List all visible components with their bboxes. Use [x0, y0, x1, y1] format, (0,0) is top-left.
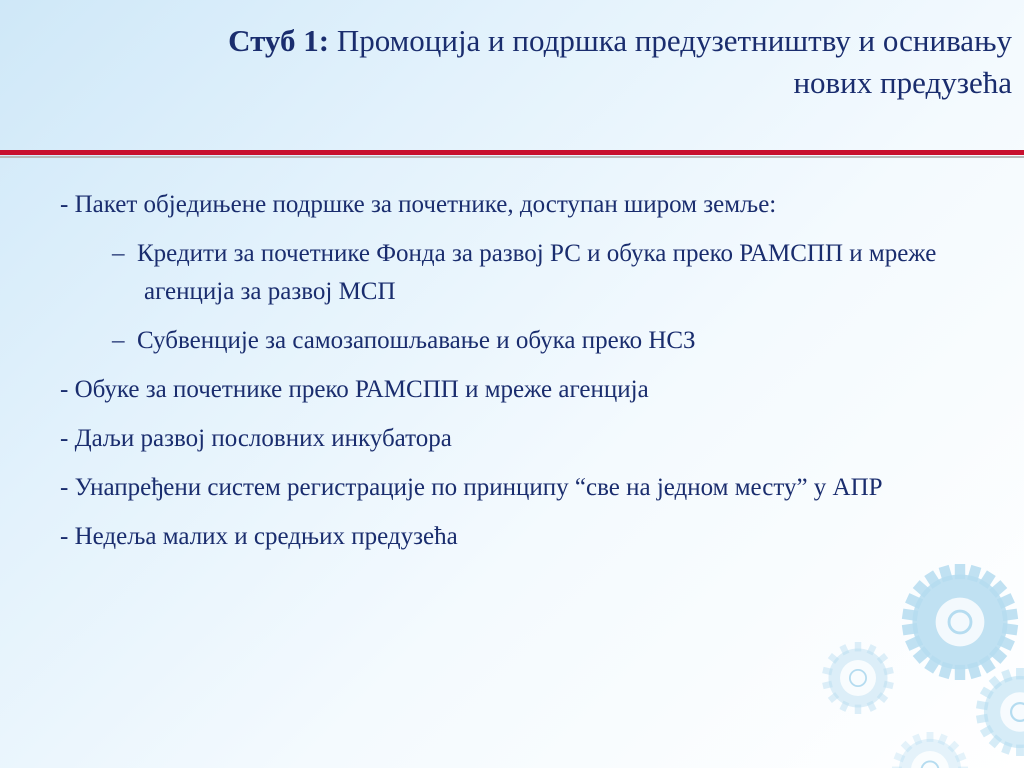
gear-tooth	[980, 725, 994, 738]
bullet-text: Унапређени систем регистрације по принципу “све на једном месту” у АПР	[74, 474, 883, 501]
gear-ring	[1011, 703, 1024, 721]
gear-hole	[936, 598, 985, 647]
gear-tooth	[883, 681, 894, 689]
gear-tooth	[905, 593, 923, 609]
bullet-marker: -	[60, 523, 69, 550]
gear-tooth	[976, 700, 989, 710]
gear-tooth	[901, 741, 913, 753]
gear-tooth	[980, 687, 994, 700]
gear-tooth	[967, 565, 981, 582]
gear-tooth	[955, 665, 965, 680]
gear-tooth	[1001, 669, 1012, 682]
bullet-marker: -	[60, 425, 69, 452]
gear-tooth	[877, 653, 888, 664]
bullet-text: Пакет обједињене подршке за почетнике, доступан широм земље:	[74, 191, 777, 218]
gear-tooth	[939, 662, 953, 679]
gear-tooth	[877, 692, 888, 703]
gear-icon-bottom	[892, 732, 968, 768]
gear-hole	[840, 660, 876, 696]
gear-tooth	[855, 642, 861, 651]
gear-tooth	[839, 644, 849, 655]
bullet-item	[60, 469, 960, 507]
gear-tooth	[989, 734, 1002, 748]
gear-tooth	[905, 635, 923, 651]
gear-tooth	[828, 692, 839, 703]
bullet-item	[60, 420, 960, 458]
gear-tooth	[939, 565, 953, 582]
gear-tooth	[867, 701, 877, 712]
gear-tooth	[979, 655, 996, 673]
gear-tooth	[1001, 741, 1012, 754]
bullet-marker: -	[60, 474, 69, 501]
bullet-item	[60, 518, 960, 556]
sub-bullet-item	[60, 322, 960, 360]
gear-tooth	[822, 667, 833, 675]
gear-tooth	[997, 593, 1015, 609]
gear-tooth	[1002, 609, 1018, 621]
gear-body	[828, 648, 887, 707]
gear-tooth	[1016, 745, 1024, 756]
gear-body	[984, 676, 1024, 748]
gear-tooth	[902, 609, 918, 621]
gear-tooth	[989, 676, 1002, 690]
gear-tooth	[979, 570, 996, 588]
gear-ring	[850, 670, 866, 686]
bullet-text: Даљи развој пословних инкубатора	[74, 425, 452, 452]
gear-body	[912, 574, 1007, 669]
gear-tooth	[912, 734, 922, 746]
bullet-marker: -	[60, 191, 69, 218]
title-divider-gray	[0, 156, 1024, 158]
gear-tooth	[1016, 668, 1024, 679]
slide-title-text: Промоција и подршка предузетништву и оснивању нових предузећа	[329, 23, 1012, 100]
gear-icon-small-right	[976, 668, 1024, 756]
gear-tooth	[967, 662, 981, 679]
gear-tooth	[883, 667, 894, 675]
gear-tooth	[924, 655, 941, 673]
sub-bullet-marker: –	[112, 240, 125, 267]
slide-title	[152, 20, 1012, 104]
gear-tooth	[839, 701, 849, 712]
gear-tooth	[902, 623, 918, 635]
gear-tooth	[989, 646, 1007, 664]
bullet-text: Недеља малих и средњих предузећа	[74, 523, 458, 550]
sub-bullet-marker: –	[112, 327, 125, 354]
gear-tooth	[938, 734, 948, 746]
bullet-text: Обуке за почетнике преко РАМСПП и мреже агенција	[74, 376, 649, 403]
gear-tooth	[955, 752, 967, 762]
gear-tooth	[989, 580, 1007, 598]
gear-tooth	[913, 580, 931, 598]
gear-icon-small-left	[822, 642, 894, 714]
bullet-list	[60, 186, 960, 567]
bullet-item	[60, 371, 960, 409]
slide-title-bold: Стуб 1:	[228, 23, 330, 58]
title-divider-red	[0, 150, 1024, 155]
gear-tooth	[828, 653, 839, 664]
gear-tooth	[867, 644, 877, 655]
gear-tooth	[894, 752, 906, 762]
gear-tooth	[997, 635, 1015, 651]
gear-tooth	[913, 646, 931, 664]
gear-tooth	[947, 741, 959, 753]
gear-ring	[921, 761, 938, 768]
gear-ring	[949, 611, 971, 633]
sub-bullet-text: Кредити за почетнике Фонда за развој РС и обука преко РАМСПП и мреже агенција за развој МСП	[137, 240, 937, 305]
gear-hole	[911, 751, 949, 768]
gear-tooth	[927, 732, 934, 742]
bullet-marker: -	[60, 376, 69, 403]
gear-body	[899, 739, 961, 768]
gear-tooth	[976, 714, 989, 724]
sub-bullet-text: Субвенције за самозапошљавање и обука преко НСЗ	[137, 327, 696, 354]
gear-tooth	[1002, 623, 1018, 635]
gear-icon-large	[902, 564, 1018, 680]
gear-hole	[1000, 692, 1024, 732]
gear-tooth	[855, 705, 861, 714]
bullet-item	[60, 186, 960, 224]
gear-tooth	[822, 681, 833, 689]
gear-tooth	[924, 570, 941, 588]
sub-bullet-item	[60, 235, 960, 311]
